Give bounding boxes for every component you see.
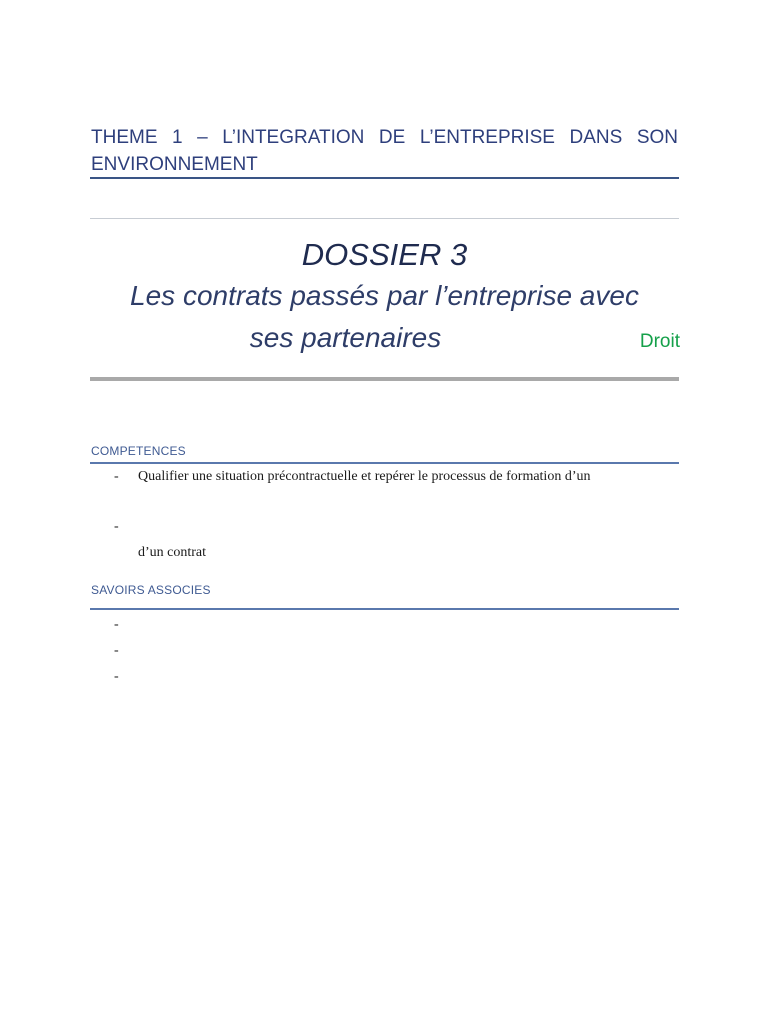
dossier-subtitle — [90, 275, 679, 359]
title-bottom-divider — [90, 377, 679, 381]
dossier-title: DOSSIER 3 — [301, 237, 468, 272]
title-top-divider — [90, 218, 679, 219]
savoirs-heading: SAVOIRS ASSOCIES — [91, 583, 211, 597]
savoirs-underline — [90, 608, 679, 610]
theme-underline — [90, 177, 679, 179]
competence-bullet: - — [114, 519, 119, 534]
savoir-bullet: - — [114, 643, 119, 658]
competences-underline — [90, 462, 679, 464]
dossier-subtitle-line-2: ses partenaires — [249, 322, 442, 353]
savoir-bullet: - — [114, 617, 119, 632]
subject-tag: Droit — [639, 331, 680, 352]
competence-item-text: Qualifier une situation précontractuelle et repérer le processus de formation d’un — [138, 469, 591, 484]
theme-title: THEME 1 – L’INTEGRATION DE L’ENTREPRISE DANS SON ENVIRONNEMENT — [91, 127, 678, 175]
competences-heading: COMPETENCES — [91, 444, 186, 458]
competence-bullet: - — [114, 469, 119, 484]
competence-item-text: d’un contrat — [138, 545, 207, 560]
dossier-subtitle-line-1: Les contrats passés par l’entreprise avec — [130, 280, 639, 311]
savoir-bullet: - — [114, 669, 119, 684]
